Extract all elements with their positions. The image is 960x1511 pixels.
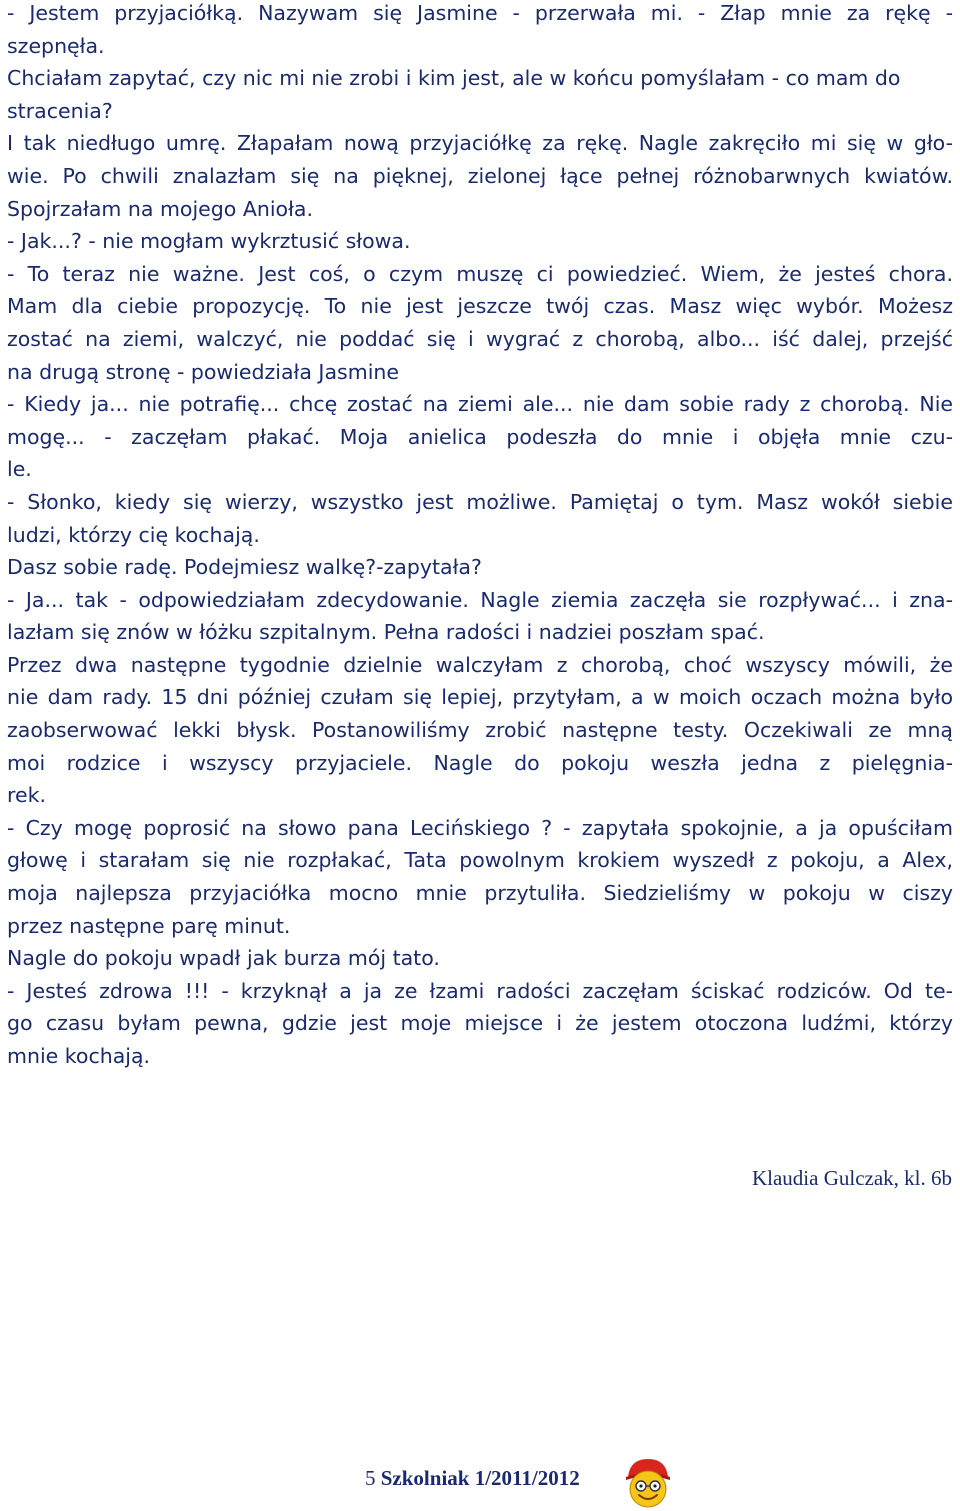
story-line: nie dam rady. 15 dni później czułam się lepiej, przytyłam, a w moich oczach można było <box>7 685 953 710</box>
story-line: moi rodzice i wszyscy przyjaciele. Nagle do pokoju weszła jedna z pielęgnia- <box>7 750 953 775</box>
story-line: - To teraz nie ważne. Jest coś, o czym muszę ci powiedzieć. Wiem, że jesteś chora. <box>7 261 953 286</box>
story-line: - Czy mogę poprosić na słowo pana Lecińskiego ? - zapytała spokojnie, a ja opuściłam <box>7 815 953 840</box>
story-line: rek. <box>7 783 46 808</box>
story-line: zaobserwować lekki błysk. Postanowiliśmy zrobić następne testy. Oczekiwali ze mną <box>7 718 953 743</box>
story-line: stracenia? <box>7 98 113 123</box>
story-line: Mam dla ciebie propozycję. To nie jest jeszcze twój czas. Masz więc wybór. Możesz <box>7 294 953 319</box>
story-line: - Kiedy ja... nie potrafię... chcę zostać na ziemi ale... nie dam sobie rady z chorobą. Nie <box>7 392 953 417</box>
page-number: 5 <box>365 1466 376 1490</box>
story-line: go czasu byłam pewna, gdzie jest moje miejsce i że jestem otoczona ludźmi, którzy <box>7 1011 953 1036</box>
story-line: mnie kochają. <box>7 1044 151 1068</box>
story-line: na drugą stronę - powiedziała Jasmine <box>7 359 399 384</box>
publication-title: Szkolniak 1/2011/2012 <box>380 1466 580 1490</box>
story-line: Nagle do pokoju wpadł jak burza mój tato. <box>7 946 440 971</box>
story-text <box>7 0 953 1073</box>
story-line: Przez dwa następne tygodnie dzielnie walczyłam z chorobą, choć wszyscy mówili, że <box>7 652 953 677</box>
story-line: - Jestem przyjaciółką. Nazywam się Jasmine - przerwała mi. - Złap mnie za rękę - <box>7 1 953 25</box>
story-line: ludzi, którzy cię kochają. <box>7 522 260 547</box>
story-line: moja najlepsza przyjaciółka mocno mnie przytuliła. Siedzieliśmy w pokoju w ciszy <box>7 881 953 906</box>
smiley-mascot-icon <box>620 1455 676 1511</box>
story-line: - Ja... tak - odpowiedziałam zdecydowanie. Nagle ziemia zaczęła sie rozpływać... i zna- <box>7 587 953 612</box>
story-line: wie. Po chwili znalazłam się na pięknej, zielonej łące pełnej różnobarwnych kwiatów. <box>7 163 953 188</box>
story-line: Dasz sobie radę. Podejmiesz walkę?-zapytała? <box>7 555 482 580</box>
story-line: Chciałam zapytać, czy nic mi nie zrobi i kim jest, ale w końcu pomyślałam - co mam do <box>7 66 901 91</box>
story-line: I tak niedługo umrę. Złapałam nową przyjaciółkę za rękę. Nagle zakręciło mi się w gło- <box>7 131 953 156</box>
story-line: lazłam się znów w łóżku szpitalnym. Pełna radości i nadziei poszłam spać. <box>7 620 765 645</box>
story-line: zostać na ziemi, walczyć, nie poddać się i wygrać z chorobą, albo... iść dalej, przejść <box>7 326 953 351</box>
story-line: - Jak...? - nie mogłam wykrztusić słowa. <box>7 229 411 254</box>
story-line: mogę... - zaczęłam płakać. Moja anielica podeszła do mnie i objęła mnie czu- <box>7 424 953 449</box>
author-signature: Klaudia Gulczak, kl. 6b <box>751 1166 952 1190</box>
story-line: przez następne parę minut. <box>7 913 291 938</box>
story-line: głowę i starałam się nie rozpłakać, Tata powolnym krokiem wyszedł z pokoju, a Alex, <box>7 848 953 873</box>
page-footer <box>365 1466 580 1491</box>
story-line: szepnęła. <box>7 33 105 58</box>
story-line: - Słonko, kiedy się wierzy, wszystko jest możliwe. Pamiętaj o tym. Masz wokół siebie <box>7 489 953 514</box>
story-line: Spojrzałam na mojego Anioła. <box>7 196 314 221</box>
story-line: - Jesteś zdrowa !!! - krzyknął a ja ze łzami radości zaczęłam ściskać rodziców. Od te- <box>7 978 953 1003</box>
story-line: le. <box>7 457 32 482</box>
